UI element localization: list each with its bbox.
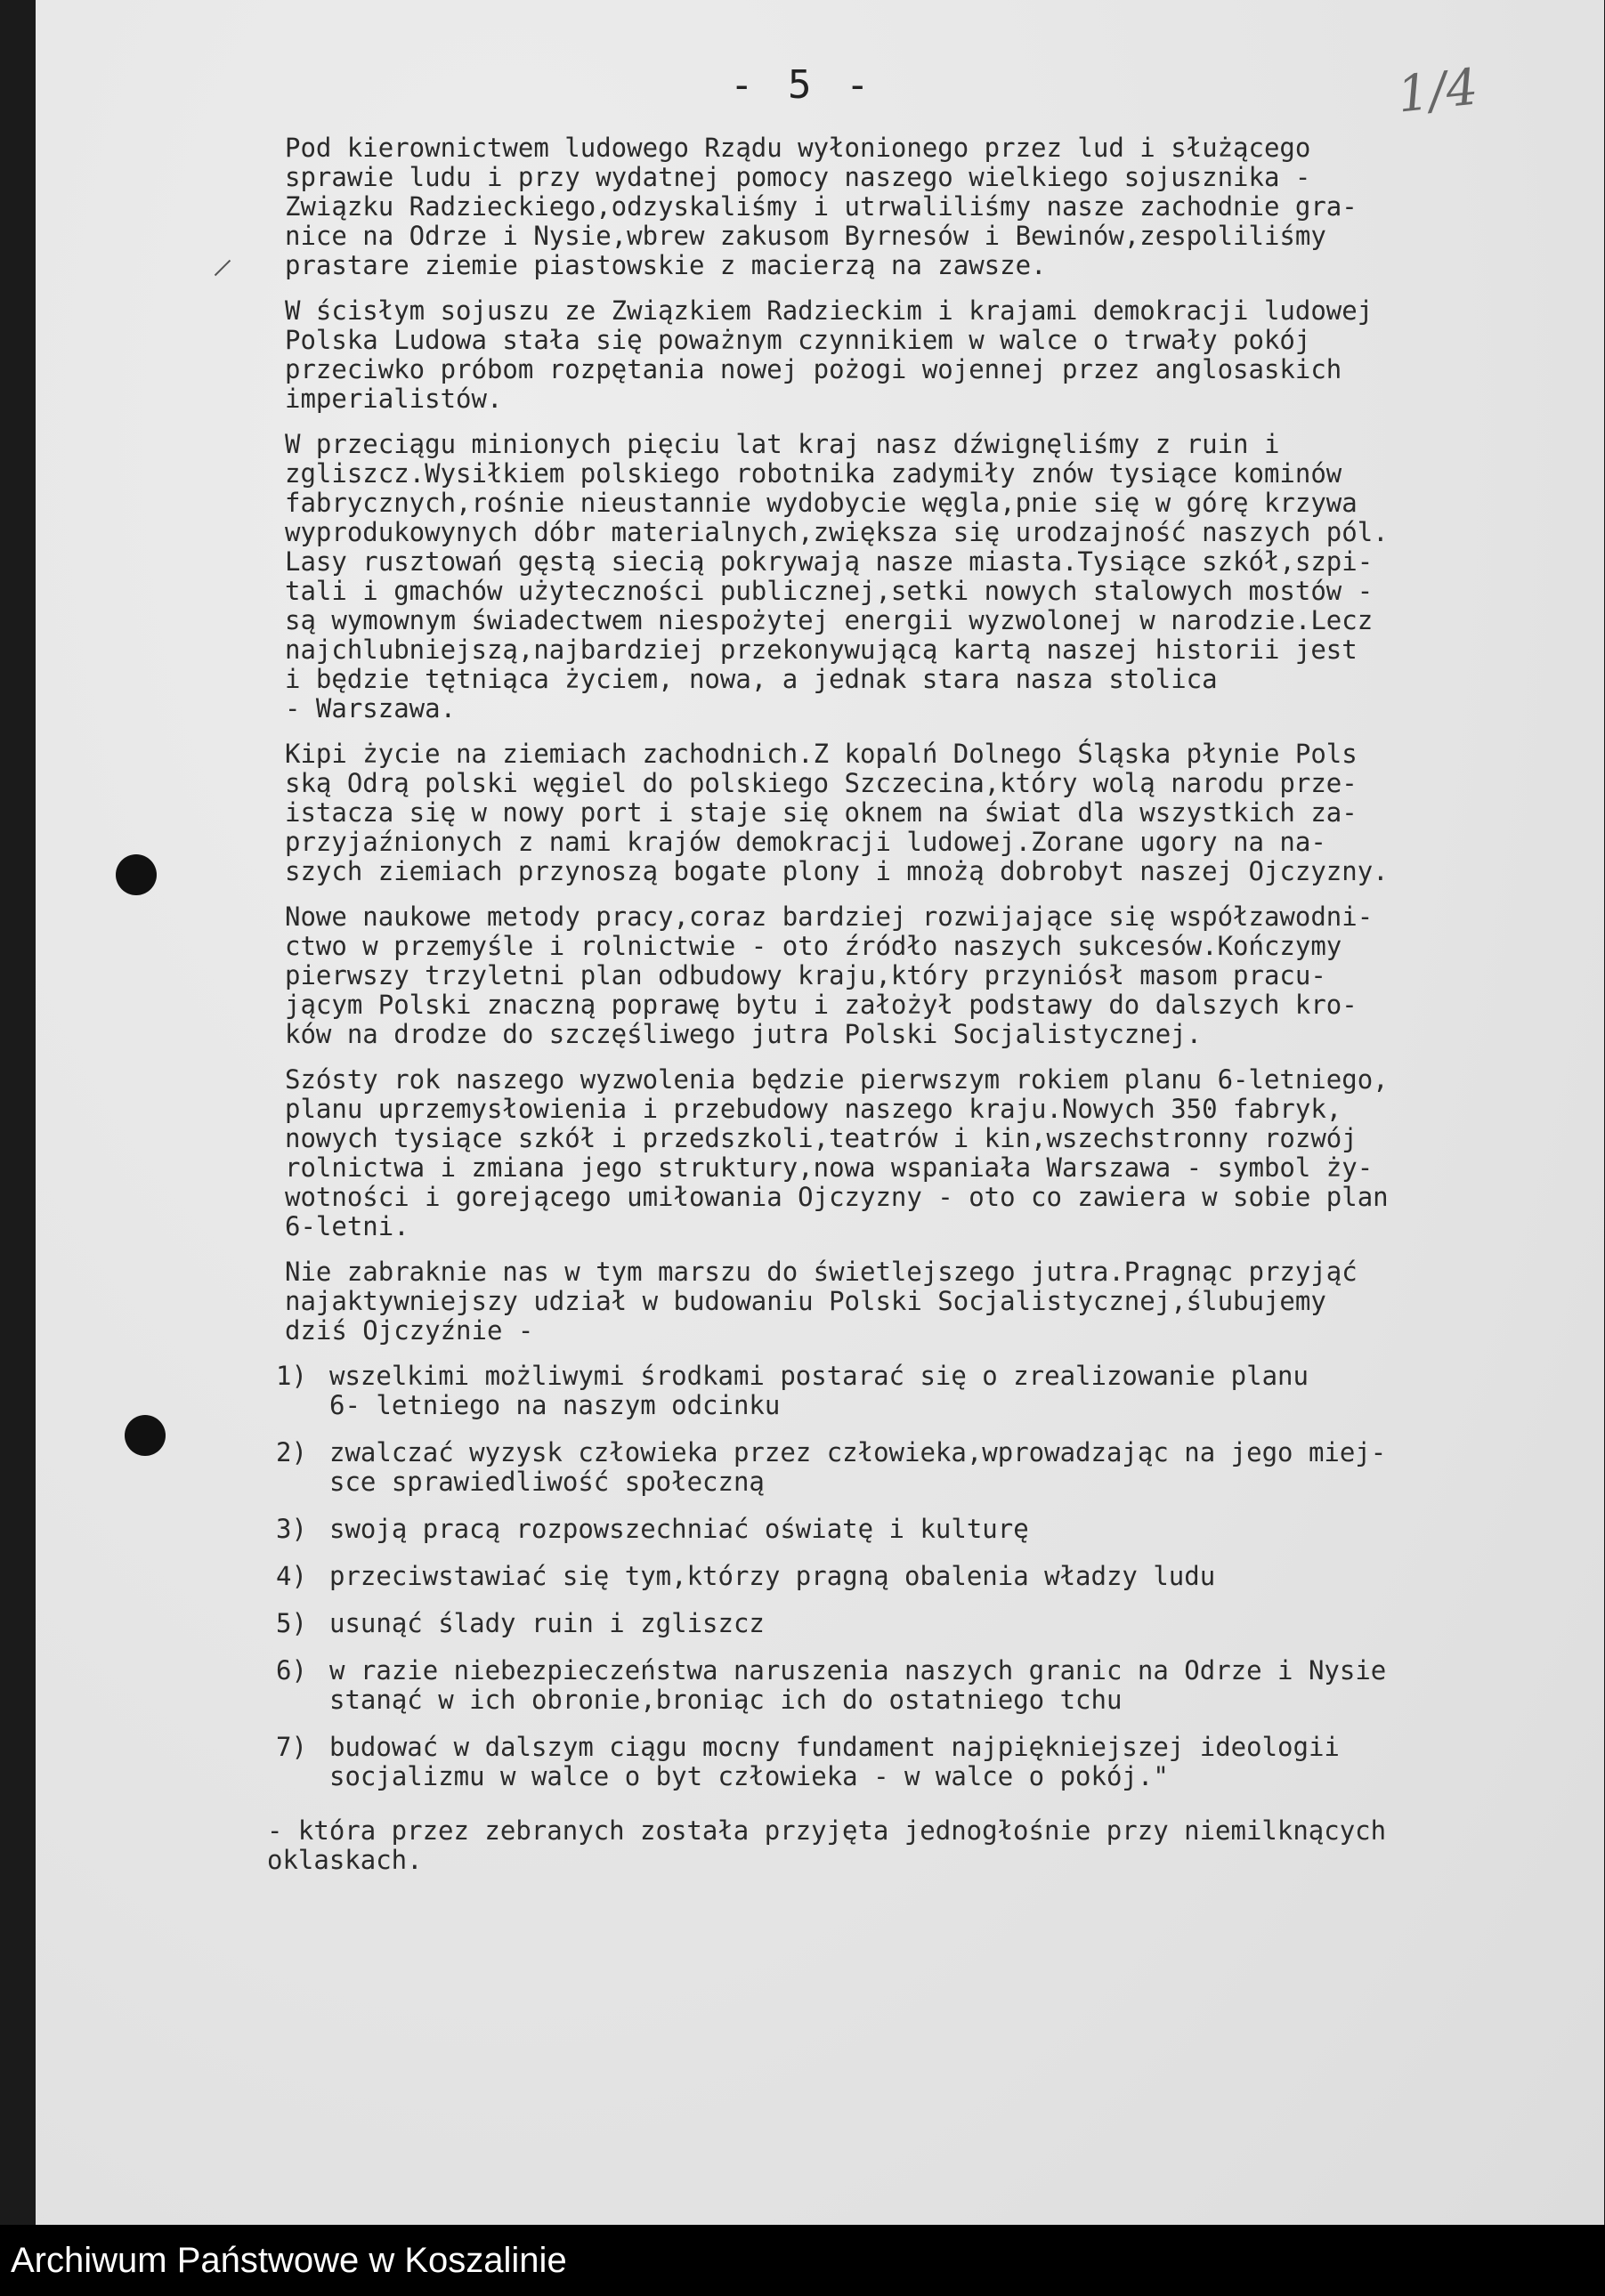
list-number: 6) bbox=[276, 1655, 307, 1686]
punch-hole-icon bbox=[116, 854, 157, 895]
list-item bbox=[276, 1515, 1602, 1544]
list-text: przeciwstawiać się tym,którzy pragną obalenia władzy ludu bbox=[329, 1561, 1216, 1591]
paragraph: W ścisłym sojuszu ze Związkiem Radzieckim i krajami demokracji ludowej Polska Ludowa stała się poważnym czynnikiem w walce o trwały pokój przeciwko próbom rozpętania nowej pożogi wojennej przez anglosaskich imperialistów. bbox=[285, 295, 1374, 414]
closing-text: - która przez zebranych została przyjęta jednogłośnie przy niemilknących oklaskach. bbox=[267, 1815, 1387, 1875]
paragraph: Nie zabraknie nas w tym marszu do świetlejszego jutra.Pragnąc przyjąć najaktywniejszy udział w budowaniu Polski Socjalistycznej,ślubujemy dziś Ojczyźnie - bbox=[285, 1257, 1358, 1346]
list-number: 4) bbox=[276, 1561, 307, 1591]
list-number: 5) bbox=[276, 1608, 307, 1638]
list-text: budować w dalszym ciągu mocny fundament najpiękniejszej ideologii socjalizmu w walce o byt człowieka - w walce o pokój." bbox=[329, 1732, 1340, 1791]
list-item bbox=[276, 1656, 1602, 1715]
list-text: wszelkimi możliwymi środkami postarać się o zrealizowanie planu 6- letniego na naszym odcinku bbox=[329, 1361, 1309, 1420]
page-number: - 5 - bbox=[730, 62, 875, 108]
list-item bbox=[276, 1609, 1602, 1638]
list-number: 3) bbox=[276, 1514, 307, 1544]
paragraph: W przeciągu minionych pięciu lat kraj nasz dźwignęliśmy z ruin i zgliszcz.Wysiłkiem polskiego robotnika zadymiły znów tysiące kominów fabrycznych,rośnie nieustannie wydobycie węgla,pnie się w górę krzywa wyprodukowynych dóbr materialnych,zwiększa się urodzajność naszych pól. Lasy rusztowań gęstą siecią pokrywają nasze miasta.Tysiące szkół,szpi- tali i gmachów użyteczności publicznej,setki nowych stalowych mostów - są wymownym świadectwem niespożytej energii wyzwolonej w narodzie.Lecz najchlubniejszą,najbardziej przekonywującą kartą naszej historii jest i będzie tętniąca życiem, nowa, a jednak stara nasza stolica - Warszawa. bbox=[285, 429, 1389, 724]
archive-folio-mark: 1/4 bbox=[1394, 58, 1481, 125]
list-item bbox=[276, 1733, 1602, 1791]
list-text: swoją pracą rozpowszechniać oświatę i kulturę bbox=[329, 1514, 1029, 1544]
list-text: zwalczać wyzysk człowieka przez człowieka,wprowadzając na jego miej- sce sprawiedliwość społeczną bbox=[329, 1437, 1387, 1497]
paragraph: Nowe naukowe metody pracy,coraz bardziej rozwijające się współzawodni- ctwo w przemyśle i rolnictwie - oto źródło naszych sukcesów.Kończymy pierwszy trzyletni plan odbudowy kraju,który przyniósł masom pracu- jącym Polski znaczną poprawę bytu i założył podstawy do dalszych kro- ków na drodze do szczęśliwego jutra Polski Socjalistycznej. bbox=[285, 901, 1374, 1049]
list-text: w razie niebezpieczeństwa naruszenia naszych granic na Odrze i Nysie stanąć w ich obronie,broniąc ich do ostatniego tchu bbox=[329, 1655, 1387, 1715]
paragraph: Szósty rok naszego wyzwolenia będzie pierwszym rokiem planu 6-letniego, planu uprzemysłowienia i przebudowy naszego kraju.Nowych 350 fabryk, nowych tysiące szkół i przedszkoli,teatrów i kin,wszechstronny rozwój rolnictwa i zmiana jego struktury,nowa wspaniała Warszawa - symbol ży- wotności i gorejącego umiłowania Ojczyzny - oto co zawiera w sobie plan 6-letni. bbox=[285, 1064, 1389, 1241]
list-number: 1) bbox=[276, 1361, 307, 1391]
punch-hole-icon bbox=[125, 1415, 166, 1456]
document-body bbox=[267, 133, 1602, 1901]
list-item bbox=[276, 1562, 1602, 1591]
paragraph: Pod kierownictwem ludowego Rządu wyłonionego przez lud i służącego sprawie ludu i przy wydatnej pomocy naszego wielkiego sojusznika - Związku Radzieckiego,odzyskaliśmy i utrwaliliśmy nasze zachodnie gra- nice na Odrze i Nysie,wbrew zakusom Byrnesów i Bewinów,zespoliliśmy prastare ziemie piastowskie z macierzą na zawsze. bbox=[285, 133, 1358, 280]
list-item bbox=[276, 1362, 1602, 1420]
paragraph: Kipi życie na ziemiach zachodnich.Z kopalń Dolnego Śląska płynie Pols ską Odrą polski węgiel do polskiego Szczecina,który wolą narodu prze- istacza się w nowy port i staje się oknem na świat dla wszystkich za- przyjaźnionych z nami krajów demokracji ludowej.Zorane ugory na na- szych ziemiach przynoszą bogate plony i mnożą dobrobyt naszej Ojczyzny. bbox=[285, 739, 1389, 886]
archive-footer bbox=[0, 2225, 1605, 2296]
document-page bbox=[36, 0, 1604, 2225]
list-item bbox=[276, 1438, 1602, 1497]
archive-name: Archiwum Państwowe w Koszalinie bbox=[11, 2241, 567, 2280]
pencil-mark-icon bbox=[215, 260, 231, 276]
list-number: 7) bbox=[276, 1732, 307, 1762]
list-number: 2) bbox=[276, 1437, 307, 1467]
pledge-list bbox=[276, 1361, 1602, 1791]
list-text: usunąć ślady ruin i zgliszcz bbox=[329, 1608, 765, 1638]
